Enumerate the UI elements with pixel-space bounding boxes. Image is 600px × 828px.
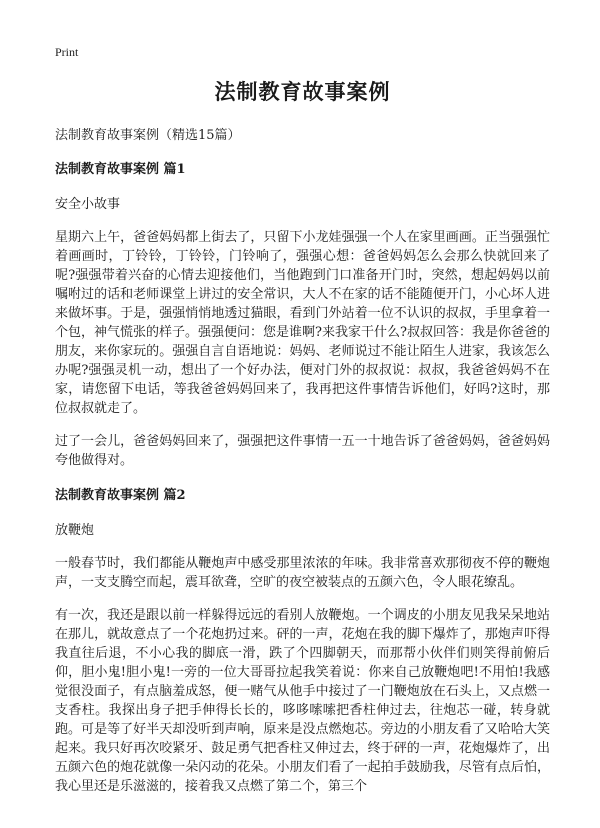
paragraph: 一般春节时，我们都能从鞭炮声中感受那里浓浓的年味。我非常喜欢那彻夜不停的鞭炮声，一支支腾空而起，震耳欲聋，空旷的夜空被装点的五颜六色，令人眼花缭乱。 [55,556,550,590]
article-section-2 [55,484,550,796]
print-link[interactable]: Print [55,45,79,59]
document-title: 法制教育故事案例 [214,80,391,104]
document-intro: 法制教育故事案例（精选15篇） [55,128,241,143]
document-page [55,76,550,810]
article-section-1 [55,158,550,470]
section-heading: 法制教育故事案例 篇2 [55,488,186,503]
paragraph: 有一次，我还是跟以前一样躲得远远的看别人放鞭炮。一个调皮的小朋友见我呆呆地站在那儿，就故意点了一个花炮扔过来。砰的一声，花炮在我的脚下爆炸了，那炮声吓得我直往后退，不小心我的脚底一滑，跌了个四脚朝天，而那帮小伙伴们则笑得前俯后仰，胆小鬼!胆小鬼!一旁的一位大哥哥拉起我笑着说：你来自己放鞭炮吧!不用怕!我感觉很没面子，有点脑羞成怒，便一赌气从他手中接过了一门鞭炮放在石头上，又点燃一支香柱。我探出身子把手伸得长长的，哆哆嗦嗦把香柱伸过去，往炮芯一碰，转身就跑。可是等了好半天却没听到声响，原来是没点燃炮芯。旁边的小朋友看了又哈哈大笑起来。我只好再次咬紧牙、鼓足勇气把香柱又伸过去，终于砰的一声，花炮爆炸了，出五颜六色的炮花就像一朵闪动的花朵。小朋友们看了一起拍手鼓励我，尽管有点后怕，我心里还是乐滋滋的，接着我又点燃了第二个，第三个 [55,608,550,794]
section-subtitle: 安全小故事 [55,197,121,212]
section-heading: 法制教育故事案例 篇1 [55,162,186,177]
paragraph: 过了一会儿，爸爸妈妈回来了，强强把这件事情一五一十地告诉了爸爸妈妈，爸爸妈妈夸他做得对。 [55,434,550,468]
paragraph: 星期六上午，爸爸妈妈都上街去了，只留下小龙娃强强一个人在家里画画。正当强强忙着画画时，丁铃铃，丁铃铃，门铃响了，强强心想：爸爸妈妈怎么会那么快就回来了呢?强强带着兴奋的心情去迎接他们，当他跑到门口准备开门时，突然，想起妈妈以前嘱咐过的话和老师课堂上讲过的安全常识，大人不在家的话不能随便开门，小心坏人进来做坏事。于是，强强悄悄地透过猫眼，看到门外站着一位不认识的叔叔，手里拿着一个包，神气慌张的样子。强强便问：您是谁啊?来我家干什么?叔叔回答：我是你爸爸的朋友，来你家玩的。强强自言自语地说：妈妈、老师说过不能让陌生人进家，我该怎么办呢?强强灵机一动，想出了一个好办法，便对门外的叔叔说：叔叔，我爸爸妈妈不在家，请您留下电话，等我爸爸妈妈回来了，我再把这件事情告诉他们，好吗?这时，那位叔叔就走了。 [55,230,550,416]
section-subtitle: 放鞭炮 [55,523,95,538]
